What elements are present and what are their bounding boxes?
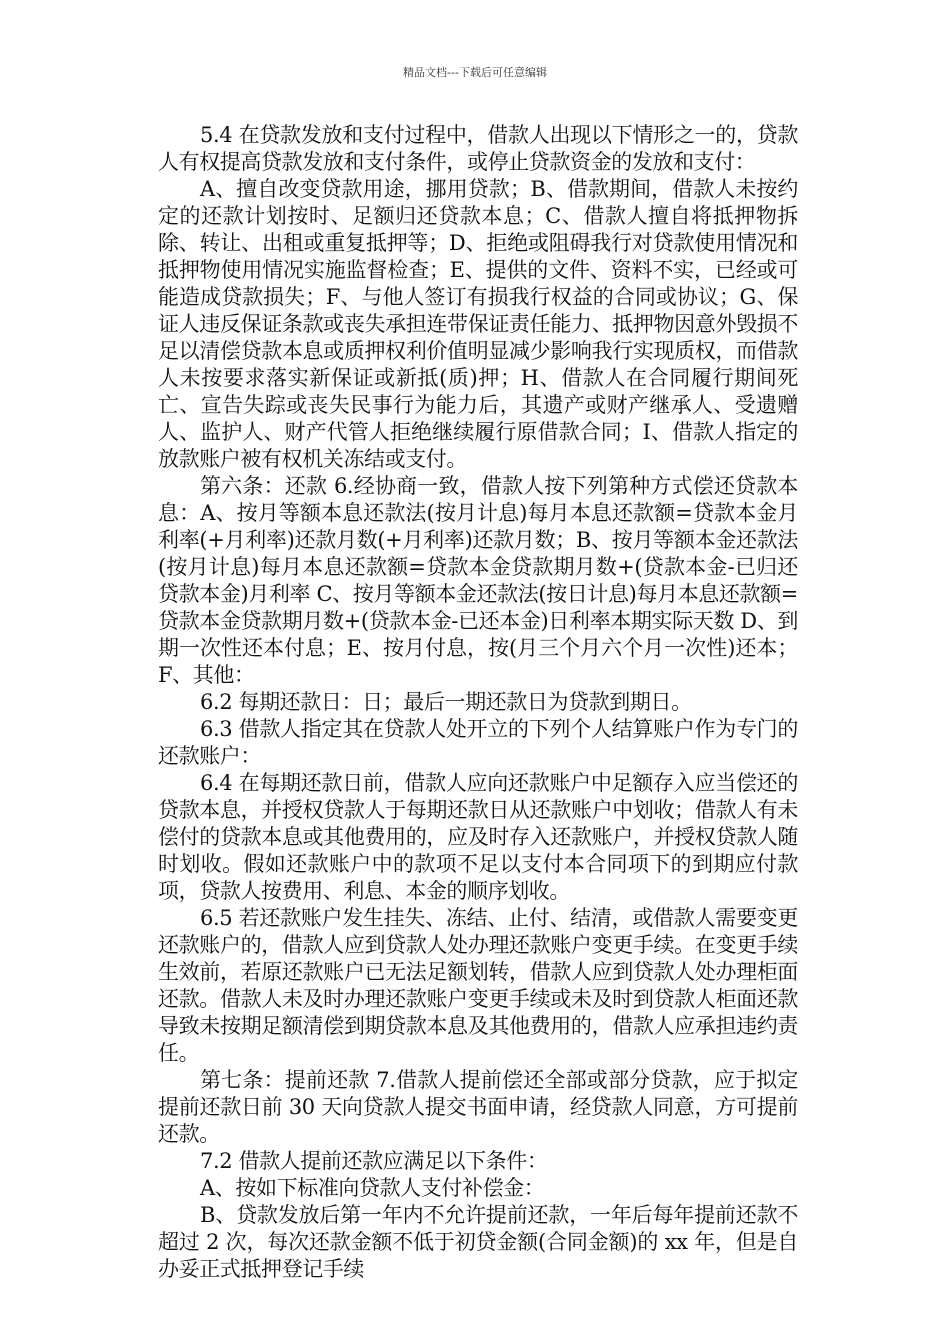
paragraph-5-4: 5.4 在贷款发放和支付过程中，借款人出现以下情形之一的，贷款人有权提高贷款发放和支付条件，或停止贷款资金的发放和支付： [158,123,798,174]
paragraph-7-2-a: A、按如下标准向贷款人支付补偿金： [200,1176,545,1200]
page-header: 精品文档---下载后可任意编辑 [403,66,547,79]
paragraph-5-4-conditions: A、擅自改变贷款用途，挪用贷款；B、借款期间，借款人未按约定的还款计划按时、足额归还贷款本息；C、借款人擅自将抵押物拆除、转让、出租或重复抵押等；D、拒绝或阻碍我行对贷款使用情况和抵押物使用情况实施监督检查；E、提供的文件、资料不实，已经或可能造成贷款损失；F、与他人签订有损我行权益的合同或协议；G、保证人违反保证条款或丧失承担连带保证责任能力、抵押物因意外毁损不足以清偿贷款本息或质押权利价值明显减少影响我行实现质权，而借款人未按要求落实新保证或新抵(质)押；H、借款人在合同履行期间死亡、宣告失踪或丧失民事行为能力后，其遗产或财产继承人、受遗赠人、监护人、财产代管人拒绝继续履行原借款合同；I、借款人指定的放款账户被有权机关冻结或支付。 [158,177,798,471]
paragraph-7-2: 7.2 借款人提前还款应满足以下条件： [200,1149,548,1173]
paragraph-6-5: 6.5 若还款账户发生挂失、冻结、止付、结清，或借款人需要变更还款账户的，借款人应到贷款人处办理还款账户变更手续。在变更手续生效前，若原还款账户已无法足额划转，借款人应到贷款人处办理柜面还款。借款人未及时办理还款账户变更手续或未及时到贷款人柜面还款导致未按期足额清偿到期贷款本息及其他费用的，借款人应承担违约责任。 [158,906,798,1065]
paragraph-6-4: 6.4 在每期还款日前，借款人应向还款账户中足额存入应当偿还的贷款本息，并授权贷款人于每期还款日从还款账户中划收；借款人有未偿付的贷款本息或其他费用的，应及时存入还款账户，并授权贷款人随时划收。假如还款账户中的款项不足以支付本合同项下的到期应付款项，贷款人按费用、利息、本金的顺序划收。 [158,771,798,903]
paragraph-article-6: 第六条：还款 6.经协商一致，借款人按下列第种方式偿还贷款本息：A、按月等额本息还款法(按月计息)每月本息还款额=贷款本金月利率(+月利率)还款月数(+月利率)还款月数；B、按月等额本金还款法(按月计息)每月本息还款额=贷款本金贷款期月数+(贷款本金-已归还贷款本金)月利率 C、按月等额本金还款法(按日计息)每月本息还款额=贷款本金贷款期月数+(贷款本金-已还本金)日利率本期实际天数 D、到期一次性还本付息；E、按月付息，按(月三个月六个月一次性)还本；F、其他： [158,474,798,687]
paragraph-article-7: 第七条：提前还款 7.借款人提前偿还全部或部分贷款，应于拟定提前还款日前 30 天向贷款人提交书面申请，经贷款人同意，方可提前还款。 [158,1068,798,1146]
paragraph-6-2: 6.2 每期还款日：日；最后一期还款日为贷款到期日。 [200,690,692,714]
paragraph-7-2-b: B、贷款发放后第一年内不允许提前还款，一年后每年提前还款不超过 2 次，每次还款金额不低于初贷金额(合同金额)的 xx 年，但是自办妥正式抵押登记手续 [158,1203,798,1281]
document-body [158,122,798,1283]
paragraph-6-3: 6.3 借款人指定其在贷款人处开立的下列个人结算账户作为专门的还款账户： [158,717,798,768]
